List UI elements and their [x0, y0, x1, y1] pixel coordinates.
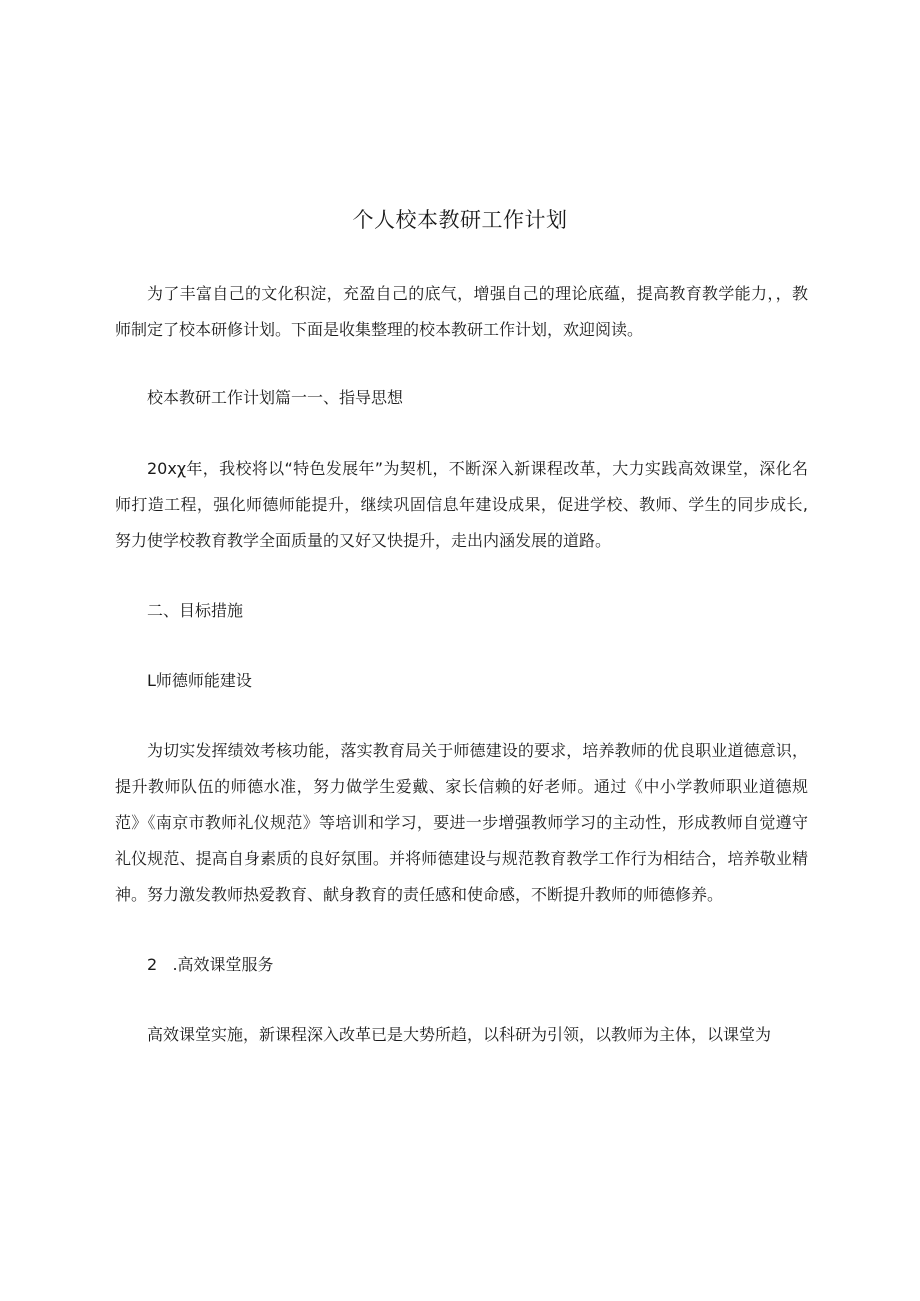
intro-paragraph: 为了丰富自己的文化积淀，充盈自己的底气，增强自己的理论底蕴，提高教育教学能力，，教师制定了校本研修计划。下面是收集整理的校本教研工作计划，欢迎阅读。	[115, 284, 808, 339]
subsection2-paragraph: 高效课堂实施，新课程深入改革已是大势所趋，以科研为引领，以教师为主体，以课堂为	[147, 1025, 772, 1044]
subsection1-paragraph: 为切实发挥绩效考核功能，落实教育局关于师德建设的要求，培养教师的优良职业道德意识，提升教师队伍的师德水准，努力做学生爱戴、家长信赖的好老师。通过《中小学教师职业道德规范》《南京市教师礼仪规范》等培训和学习，要进一步增强教师学习的主动性，形成教师自觉遵守礼仪规范、提高自身素质的良好氛围。并将师德建设与规范教育教学工作行为相结合，培养敬业精神。努力激发教师热爱教育、献身教育的责任感和使命感，不断提升教师的师德修养。	[115, 741, 808, 904]
section2-heading: 二、目标措施	[147, 601, 244, 620]
document-body	[115, 276, 808, 1053]
page-title: 个人校本教研工作计划	[352, 208, 568, 232]
section1-paragraph: 20xχ年，我校将以“特色发展年”为契机，不断深入新课程改革，大力实践高效课堂，深化名师打造工程，强化师德师能提升，继续巩固信息年建设成果，促进学校、教师、学生的同步成长,努力使学校教育教学全面质量的又好又快提升，走出内涵发展的道路。	[115, 459, 808, 550]
subsection2-heading: 2 .高效课堂服务	[147, 955, 274, 974]
subsection1-heading: L师德师能建设	[147, 671, 252, 690]
section1-heading: 校本教研工作计划篇一一、指导思想	[147, 388, 404, 407]
